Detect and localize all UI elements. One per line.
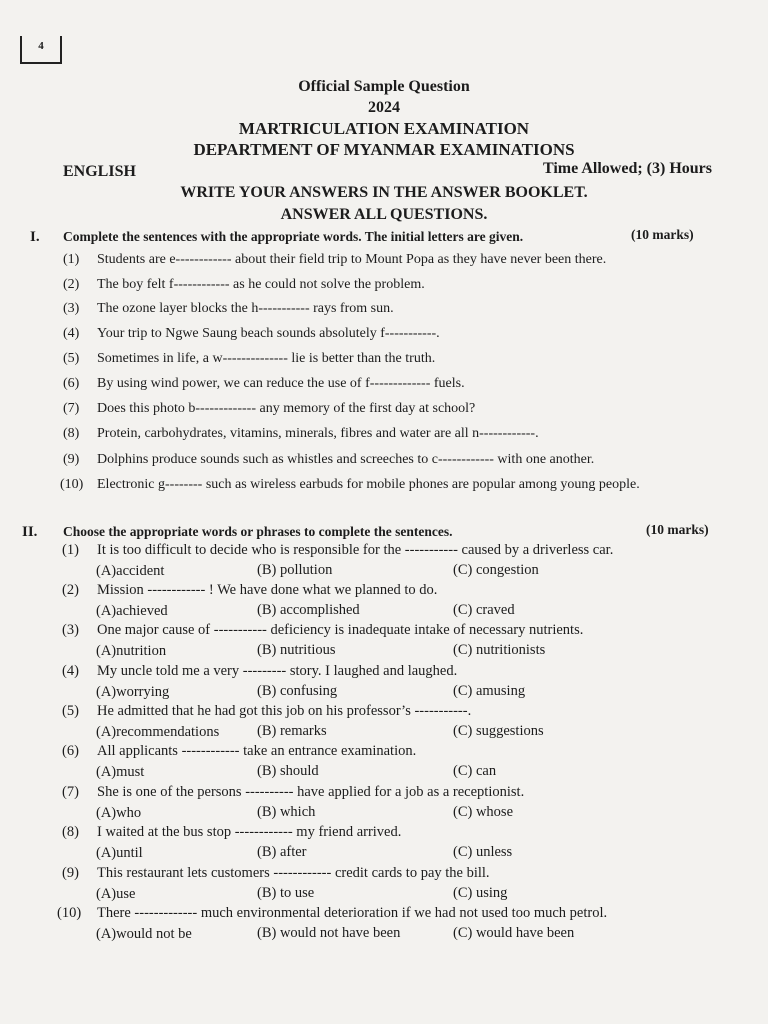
- s2-item-number: (10): [57, 905, 82, 921]
- s1-item-text: Electronic g-------- such as wireless earbuds for mobile phones are popular among young people.: [97, 477, 640, 492]
- s2-option-c: (C) suggestions: [453, 723, 544, 739]
- s2-option-c: (C) craved: [453, 602, 515, 618]
- s2-item-number: (1): [62, 542, 79, 558]
- s2-item-number: (8): [62, 824, 79, 840]
- s2-option-b: (B) remarks: [257, 723, 327, 739]
- header-exam: MARTRICULATION EXAMINATION: [238, 119, 530, 138]
- s2-item-text: All applicants ------------ take an entrance examination.: [97, 743, 417, 759]
- s2-option-c: (C) can: [453, 763, 497, 779]
- subject-label: ENGLISH: [63, 163, 136, 180]
- s1-item-number: (10): [60, 477, 84, 492]
- s2-item-number: (7): [62, 784, 79, 800]
- s2-option-a: (A)achieved: [96, 603, 168, 619]
- s1-item-text: Does this photo b------------- any memory of the first day at school?: [97, 401, 476, 416]
- s1-item-text: Students are e------------ about their field trip to Mount Popa as they have never been there.: [97, 252, 607, 267]
- s2-option-c: (C) unless: [453, 844, 513, 860]
- s2-option-a: (A)accident: [96, 563, 165, 579]
- section2-title: Choose the appropriate words or phrases to complete the sentences.: [63, 524, 453, 539]
- s2-option-b: (B) confusing: [257, 683, 338, 699]
- section2-marks: (10 marks): [646, 522, 709, 537]
- s2-option-b: (B) to use: [257, 885, 315, 901]
- s2-item-number: (9): [62, 865, 79, 881]
- s2-item-text: There ------------- much environmental deterioration if we had not used too much petrol.: [97, 905, 608, 921]
- s2-option-a: (A)would not be: [96, 926, 192, 942]
- s2-option-c: (C) using: [453, 885, 508, 901]
- section1-numeral: I.: [30, 229, 40, 245]
- s1-item-text: The boy felt f------------ as he could not solve the problem.: [97, 277, 425, 292]
- s2-option-a: (A)recommendations: [96, 724, 220, 740]
- instruction-booklet: WRITE YOUR ANSWERS IN THE ANSWER BOOKLET.: [180, 184, 588, 201]
- s1-item-text: Sometimes in life, a w-------------- lie is better than the truth.: [97, 351, 436, 366]
- section1-marks: (10 marks): [631, 227, 694, 242]
- s2-option-a: (A)until: [96, 845, 143, 861]
- s2-item-number: (6): [62, 743, 79, 759]
- s2-item-text: It is too difficult to decide who is responsible for the ----------- caused by a driverless car.: [97, 542, 614, 558]
- s1-item-number: (5): [63, 351, 80, 366]
- s2-item-number: (3): [62, 622, 79, 638]
- header-official: Official Sample Question: [298, 78, 470, 95]
- s1-item-number: (4): [63, 326, 80, 341]
- s1-item-text: Dolphins produce sounds such as whistles and screeches to c------------ with one another.: [97, 452, 595, 467]
- s2-option-a: (A)must: [96, 764, 145, 780]
- s2-item-text: One major cause of ----------- deficiency is inadequate intake of necessary nutrients.: [97, 622, 584, 638]
- s1-item-text: Protein, carbohydrates, vitamins, minerals, fibres and water are all n------------.: [97, 426, 539, 441]
- header-department: DEPARTMENT OF MYANMAR EXAMINATIONS: [193, 140, 575, 159]
- s2-item-number: (2): [62, 582, 79, 598]
- s2-item-number: (5): [62, 703, 79, 719]
- s2-option-b: (B) accomplished: [257, 602, 360, 618]
- s1-item-number: (3): [63, 301, 80, 316]
- s2-item-text: She is one of the persons ---------- have applied for a job as a receptionist.: [97, 784, 525, 800]
- s2-option-b: (B) pollution: [257, 562, 333, 578]
- s2-item-text: He admitted that he had got this job on his professor’s -----------.: [97, 703, 472, 719]
- instruction-all: ANSWER ALL QUESTIONS.: [280, 206, 488, 223]
- s2-option-a: (A)use: [96, 886, 136, 902]
- s1-item-number: (2): [63, 277, 80, 292]
- s2-option-c: (C) amusing: [453, 683, 526, 699]
- s1-item-number: (6): [63, 376, 80, 391]
- s2-item-text: This restaurant lets customers ------------ credit cards to pay the bill.: [97, 865, 490, 881]
- header-year: 2024: [368, 99, 400, 116]
- s2-option-b: (B) which: [257, 804, 316, 820]
- s2-option-a: (A)nutrition: [96, 643, 167, 659]
- s1-item-number: (7): [63, 401, 80, 416]
- s2-option-a: (A)worrying: [96, 684, 170, 700]
- s2-item-text: Mission ------------ ! We have done what we planned to do.: [97, 582, 438, 598]
- section2-numeral: II.: [22, 524, 38, 540]
- s2-option-b: (B) would not have been: [257, 925, 401, 941]
- s2-item-text: I waited at the bus stop ------------ my friend arrived.: [97, 824, 402, 840]
- s2-option-c: (C) congestion: [453, 562, 539, 578]
- s2-option-c: (C) nutritionists: [453, 642, 546, 658]
- s2-item-number: (4): [62, 663, 79, 679]
- s2-option-c: (C) whose: [453, 804, 514, 820]
- section1-title: Complete the sentences with the appropriate words. The initial letters are given.: [63, 229, 524, 244]
- s1-item-number: (9): [63, 452, 80, 467]
- page-number: 4: [20, 36, 62, 64]
- s2-option-a: (A)who: [96, 805, 142, 821]
- s2-option-b: (B) after: [257, 844, 307, 860]
- s2-option-b: (B) nutritious: [257, 642, 336, 658]
- s2-option-b: (B) should: [257, 763, 319, 779]
- s1-item-text: The ozone layer blocks the h----------- rays from sun.: [97, 301, 394, 316]
- s2-item-text: My uncle told me a very --------- story. I laughed and laughed.: [97, 663, 458, 679]
- s1-item-text: Your trip to Ngwe Saung beach sounds absolutely f-----------.: [97, 326, 440, 341]
- s1-item-number: (1): [63, 252, 80, 267]
- s2-option-c: (C) would have been: [453, 925, 575, 941]
- time-allowed: Time Allowed; (3) Hours: [542, 160, 712, 177]
- s1-item-text: By using wind power, we can reduce the use of f------------- fuels.: [97, 376, 465, 391]
- s1-item-number: (8): [63, 426, 80, 441]
